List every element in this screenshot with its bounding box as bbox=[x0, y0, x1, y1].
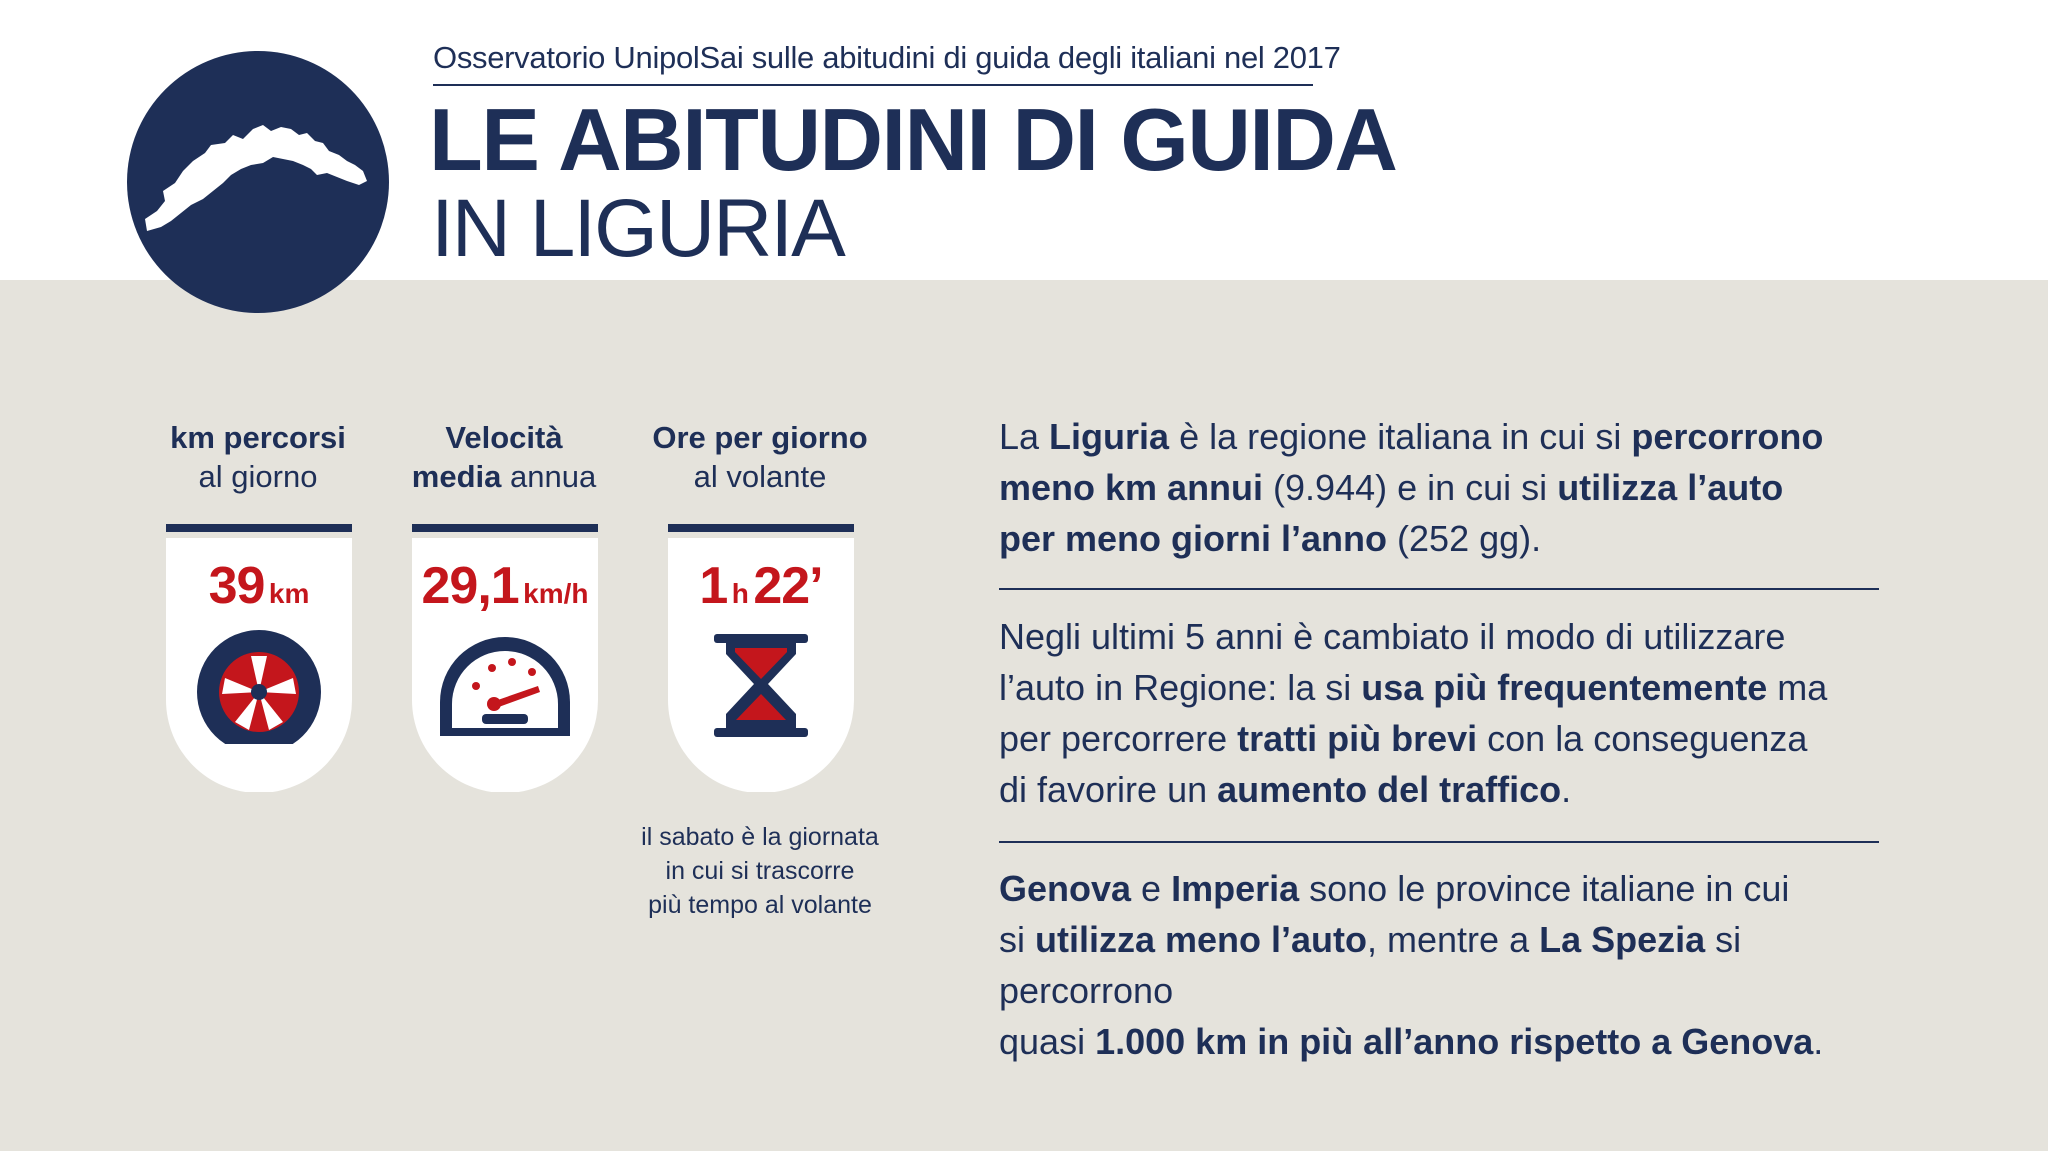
paragraph-divider bbox=[999, 841, 1879, 843]
liguria-map-icon bbox=[127, 51, 389, 313]
paragraph-divider bbox=[999, 588, 1879, 590]
hourglass-icon bbox=[668, 624, 854, 744]
stat-km-badge bbox=[166, 524, 352, 792]
stat-time-label-regular: al volante bbox=[693, 459, 827, 494]
stat-speed-badge bbox=[412, 524, 598, 792]
stat-km-value: 39 km bbox=[208, 557, 310, 615]
paragraph-liguria-km: La Liguria è la regione italiana in cui si percorrono meno km annui (9.944) e in cui si utilizza l’auto per meno giorni l’anno (252 gg). bbox=[999, 416, 1824, 559]
stat-time-note bbox=[610, 820, 910, 922]
paragraph-usage-change: Negli ultimi 5 anni è cambiato il modo di utilizzare l’auto in Regione: la si usa più frequentemente ma per percorrere tratti più brevi con la conseguenza di favorire un aumento del traffico. bbox=[999, 616, 1828, 810]
stat-speed-label-bold-1: Velocità bbox=[445, 420, 563, 455]
stat-km-label-regular: al giorno bbox=[198, 459, 318, 494]
stat-time-label-bold: Ore per giorno bbox=[652, 420, 868, 455]
header-subtitle: Osservatorio UnipolSai sulle abitudini di guida degli italiani nel 2017 bbox=[433, 40, 1341, 75]
page-title: LE ABITUDINI DI GUIDA bbox=[429, 90, 1397, 189]
subtitle-divider bbox=[433, 84, 1313, 86]
stat-km-label bbox=[128, 418, 388, 496]
stat-time-value: 1 h 22’ bbox=[699, 557, 823, 615]
stat-time-badge bbox=[668, 524, 854, 792]
note-line-1: il sabato è la giornata bbox=[641, 823, 879, 851]
stat-speed-value: 29,1 km/h bbox=[421, 557, 589, 615]
liguria-logo bbox=[127, 51, 389, 313]
speedometer-icon bbox=[412, 624, 598, 744]
page-title-region: IN LIGURIA bbox=[431, 183, 844, 274]
paragraph-provinces: Genova e Imperia sono le province italiane in cui si utilizza meno l’auto, mentre a La Spezia si percorrono quasi 1.000 km in più all’anno rispetto a Genova. bbox=[999, 868, 1824, 1062]
note-line-2: in cui si trascorre bbox=[665, 857, 855, 885]
stat-speed-label-regular: annua bbox=[510, 459, 597, 494]
stat-time-label bbox=[630, 418, 890, 496]
stat-speed-label bbox=[374, 418, 634, 496]
stat-speed-label-bold-2: media bbox=[411, 459, 502, 494]
wheel-icon bbox=[166, 624, 352, 744]
note-line-3: più tempo al volante bbox=[648, 891, 872, 919]
stat-km-label-bold: km percorsi bbox=[170, 420, 346, 455]
